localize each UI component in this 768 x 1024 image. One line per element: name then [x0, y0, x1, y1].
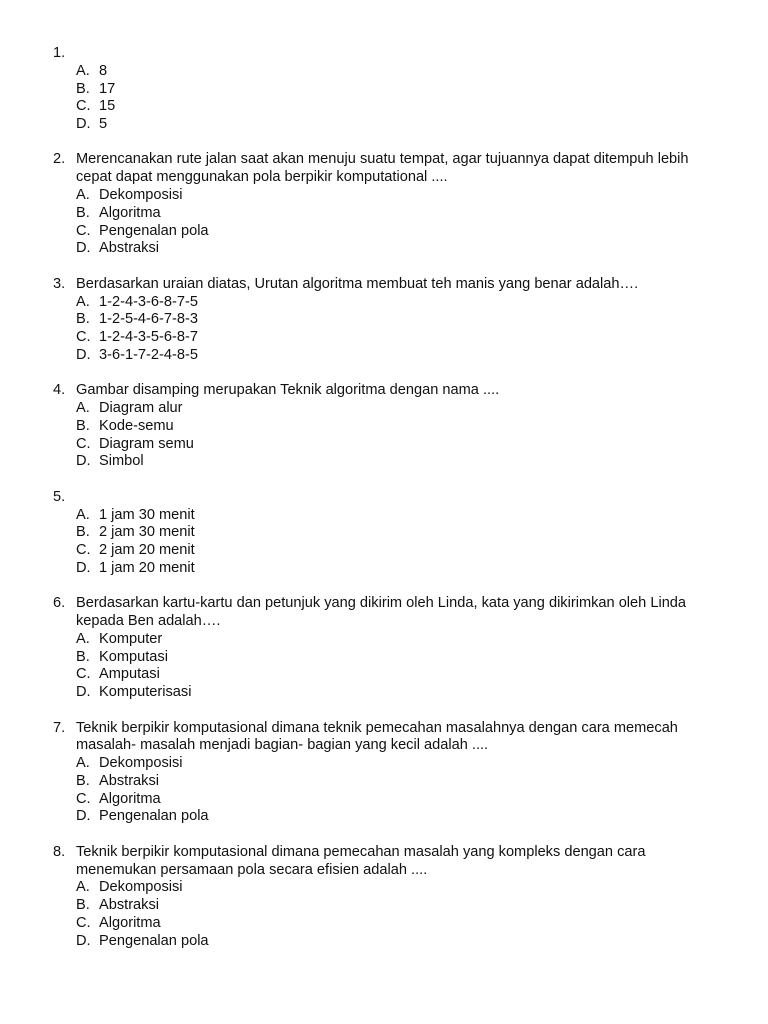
option-letter: A. [76, 400, 90, 417]
question-number: 5. [53, 488, 66, 505]
option-letter: C. [76, 435, 91, 452]
answer-option [0, 791, 768, 809]
answer-options [0, 755, 768, 826]
answer-options [0, 294, 768, 365]
option-text: Diagram semu [99, 435, 194, 452]
question-6 [0, 595, 768, 702]
option-letter: C. [76, 98, 91, 115]
answer-option [0, 81, 768, 99]
question-7 [0, 720, 768, 827]
question-8 [0, 844, 768, 951]
option-letter: C. [76, 666, 91, 683]
option-letter: D. [76, 932, 91, 949]
option-letter: B. [76, 772, 90, 789]
answer-option [0, 649, 768, 667]
option-letter: A. [76, 187, 90, 204]
question-text: Teknik berpikir komputasional dimana teknik pemecahan masalahnya dengan cara memecah masalah- masalah menjadi bagian- bagian yang kecil adalah .... [76, 719, 678, 754]
answer-option [0, 116, 768, 134]
answer-option [0, 187, 768, 205]
question-text: Berdasarkan uraian diatas, Urutan algoritma membuat teh manis yang benar adalah…. [76, 275, 639, 292]
answer-options [0, 400, 768, 471]
option-letter: C. [76, 329, 91, 346]
option-letter: B. [76, 204, 90, 221]
answer-option [0, 933, 768, 951]
option-letter: C. [76, 222, 91, 239]
option-letter: D. [76, 684, 91, 701]
answer-option [0, 205, 768, 223]
option-letter: C. [76, 542, 91, 559]
answer-option [0, 684, 768, 702]
option-letter: D. [76, 808, 91, 825]
answer-option [0, 897, 768, 915]
answer-option [0, 418, 768, 436]
answer-option [0, 294, 768, 312]
answer-option [0, 879, 768, 897]
answer-options [0, 187, 768, 258]
option-text: 1 jam 20 menit [99, 559, 195, 576]
option-letter: B. [76, 80, 90, 97]
option-letter: B. [76, 897, 90, 914]
option-letter: D. [76, 453, 91, 470]
option-text: Pengenalan pola [99, 808, 209, 825]
option-letter: B. [76, 417, 90, 434]
answer-option [0, 347, 768, 365]
option-text: Algoritma [99, 914, 161, 931]
option-letter: A. [76, 62, 90, 79]
answer-options [0, 507, 768, 578]
question-text: Berdasarkan kartu-kartu dan petunjuk yang dikirim oleh Linda, kata yang dikirimkan oleh Linda kepada Ben adalah…. [76, 595, 687, 630]
answer-option [0, 436, 768, 454]
option-letter: D. [76, 346, 91, 363]
option-letter: B. [76, 524, 90, 541]
question-3 [0, 276, 768, 365]
option-text: Komputer [99, 630, 163, 647]
option-text: Abstraksi [99, 897, 160, 914]
question-sheet [0, 45, 768, 968]
option-text: 1-2-4-3-5-6-8-7 [99, 329, 198, 346]
answer-options [0, 879, 768, 950]
question-text: Merencanakan rute jalan saat akan menuju suatu tempat, agar tujuannya dapat ditempuh lebih cepat dapat menggunakan pola berpikir komputational .... [76, 151, 689, 186]
question-4 [0, 382, 768, 471]
answer-option [0, 507, 768, 525]
answer-options [0, 63, 768, 134]
option-letter: A. [76, 506, 90, 523]
option-text: Amputasi [99, 666, 160, 683]
option-text: Abstraksi [99, 240, 160, 257]
answer-option [0, 773, 768, 791]
question-number: 7. [53, 719, 66, 736]
option-text: 17 [99, 80, 116, 97]
option-letter: A. [76, 879, 90, 896]
option-text: Simbol [99, 453, 144, 470]
option-text: Dekomposisi [99, 879, 183, 896]
option-letter: D. [76, 116, 91, 133]
question-number: 4. [53, 382, 66, 399]
option-text: 1-2-5-4-6-7-8-3 [99, 311, 198, 328]
option-text: 8 [99, 62, 108, 79]
option-letter: D. [76, 240, 91, 257]
option-letter: A. [76, 293, 90, 310]
option-text: Dekomposisi [99, 187, 183, 204]
option-text: 5 [99, 116, 108, 133]
question-number: 6. [53, 595, 66, 612]
answer-option [0, 560, 768, 578]
option-text: 3-6-1-7-2-4-8-5 [99, 346, 198, 363]
answer-option [0, 915, 768, 933]
option-text: Dekomposisi [99, 755, 183, 772]
option-letter: B. [76, 311, 90, 328]
answer-option [0, 223, 768, 241]
option-letter: D. [76, 559, 91, 576]
option-text: Algoritma [99, 790, 161, 807]
option-text: 2 jam 20 menit [99, 542, 195, 559]
answer-option [0, 329, 768, 347]
question-number: 2. [53, 151, 66, 168]
answer-option [0, 631, 768, 649]
question-number: 3. [53, 275, 66, 292]
question-text: Teknik berpikir komputasional dimana pemecahan masalah yang kompleks dengan cara menemukan persamaan pola secara efisien adalah .... [76, 843, 646, 878]
question-5 [0, 489, 768, 578]
answer-option [0, 524, 768, 542]
option-text: Komputasi [99, 648, 168, 665]
option-text: 1-2-4-3-6-8-7-5 [99, 293, 198, 310]
option-text: 1 jam 30 menit [99, 506, 195, 523]
answer-option [0, 311, 768, 329]
option-text: 15 [99, 98, 116, 115]
answer-option [0, 98, 768, 116]
answer-option [0, 240, 768, 258]
answer-option [0, 542, 768, 560]
option-letter: C. [76, 914, 91, 931]
answer-options [0, 631, 768, 702]
option-text: Diagram alur [99, 400, 183, 417]
answer-option [0, 453, 768, 471]
option-letter: A. [76, 630, 90, 647]
question-number: 1. [53, 45, 66, 61]
answer-option [0, 755, 768, 773]
option-text: Kode-semu [99, 417, 174, 434]
option-letter: A. [76, 755, 90, 772]
option-text: Komputerisasi [99, 684, 192, 701]
option-letter: C. [76, 790, 91, 807]
option-letter: B. [76, 648, 90, 665]
answer-option [0, 666, 768, 684]
option-text: Abstraksi [99, 772, 160, 789]
question-text [76, 45, 726, 63]
question-1 [0, 45, 768, 134]
option-text: 2 jam 30 menit [99, 524, 195, 541]
answer-option [0, 400, 768, 418]
question-text [76, 489, 726, 507]
answer-option [0, 63, 768, 81]
question-2 [0, 151, 768, 258]
question-text: Gambar disamping merupakan Teknik algoritma dengan nama .... [76, 382, 500, 399]
option-text: Algoritma [99, 204, 161, 221]
option-text: Pengenalan pola [99, 222, 209, 239]
question-number: 8. [53, 843, 66, 860]
option-text: Pengenalan pola [99, 932, 209, 949]
answer-option [0, 808, 768, 826]
